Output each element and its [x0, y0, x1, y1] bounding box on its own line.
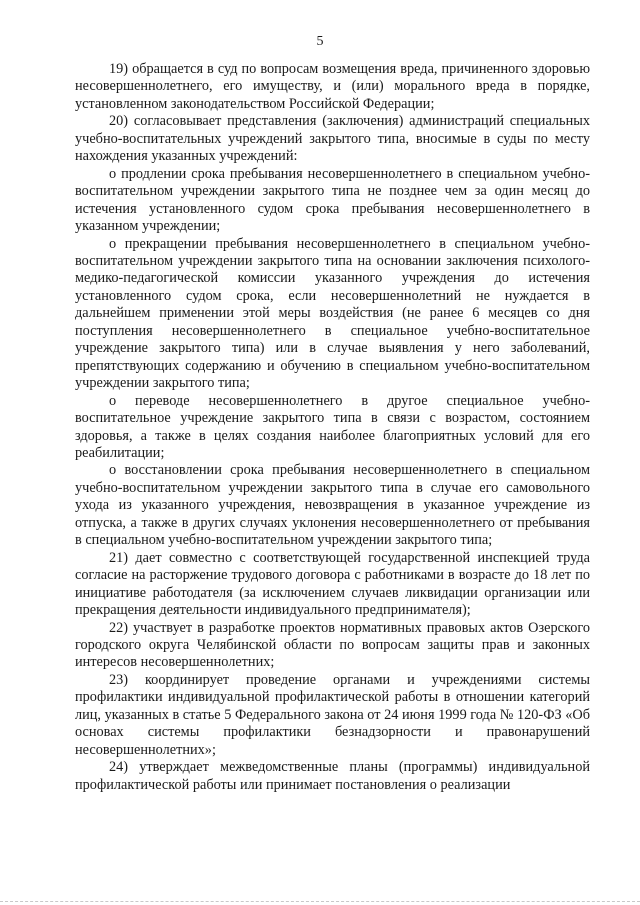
paragraph-item-22: 22) участвует в разработке проектов нормативных правовых актов Озерского городского округа Челябинской области по вопросам защиты прав и законных интересов несовершеннолетних;: [75, 619, 590, 671]
paragraph-item-23: 23) координирует проведение органами и учреждениями системы профилактики индивидуальной профилактической работы в отношении категорий лиц, указанных в статье 5 Федерального закона от 24 июня 1999 года № 120-ФЗ «Об основах системы профилактики безнадзорности и правонарушений несовершеннолетних»;: [75, 671, 590, 758]
page-number: 5: [316, 34, 324, 49]
paragraph-item-19: 19) обращается в суд по вопросам возмещения вреда, причиненного здоровью несовершеннолетнего, его имуществу, и (или) морального вреда в порядке, установленном законодательством Российской Федерации;: [75, 61, 590, 112]
document-body: [75, 61, 590, 794]
paragraph-extension: о продлении срока пребывания несовершеннолетнего в специальном учебно-воспитательном учреждении закрытого типа не позднее чем за один месяц до истечения установленного судом срока пребывания несовершеннолетнего в указанном учреждении;: [75, 165, 590, 235]
paragraph-item-21: 21) дает совместно с соответствующей государственной инспекцией труда согласие на расторжение трудового договора с работниками в возрасте до 18 лет по инициативе работодателя (за исключением случаев ликвидации организации или прекращения деятельности индивидуального предпринимателя);: [75, 549, 590, 619]
paragraph-termination: о прекращении пребывания несовершеннолетнего в специальном учебно-воспитательном учреждении закрытого типа на основании заключения психолого-медико-педагогической комиссии указанного учреждения до истечения установленного судом срока, если несовершеннолетний не нуждается в дальнейшем применении этой меры воздействия (не ранее 6 месяцев со дня поступления несовершеннолетнего в специальное учебно-воспитательное учреждение закрытого типа) или в случае выявления у него заболеваний, препятствующих содержанию и обучению в специальном учебно-воспитательном учреждении закрытого типа;: [75, 235, 590, 392]
paragraph-item-20: 20) согласовывает представления (заключения) администраций специальных учебно-воспитательных учреждений закрытого типа, вносимые в суды по месту нахождения указанных учреждений:: [75, 113, 590, 165]
scan-edge-divider: [0, 901, 640, 902]
paragraph-transfer: о переводе несовершеннолетнего в другое специальное учебно-воспитательное учреждение закрытого типа в связи с возрастом, состоянием здоровья, а также в целях создания наиболее благоприятных условий для его реабилитации;: [75, 392, 590, 461]
paragraph-restoration: о восстановлении срока пребывания несовершеннолетнего в специальном учебно-воспитательном учреждении закрытого типа в случае его самовольного ухода из указанного учреждения, невозвращения в указанное учреждение из отпуска, а также в других случаях уклонения несовершеннолетнего от пребывания в специальном учебно-воспитательном учреждении закрытого типа;: [75, 462, 590, 549]
paragraph-item-24: 24) утверждает межведомственные планы (программы) индивидуальной профилактической работы или принимает постановления о реализации: [75, 759, 590, 793]
